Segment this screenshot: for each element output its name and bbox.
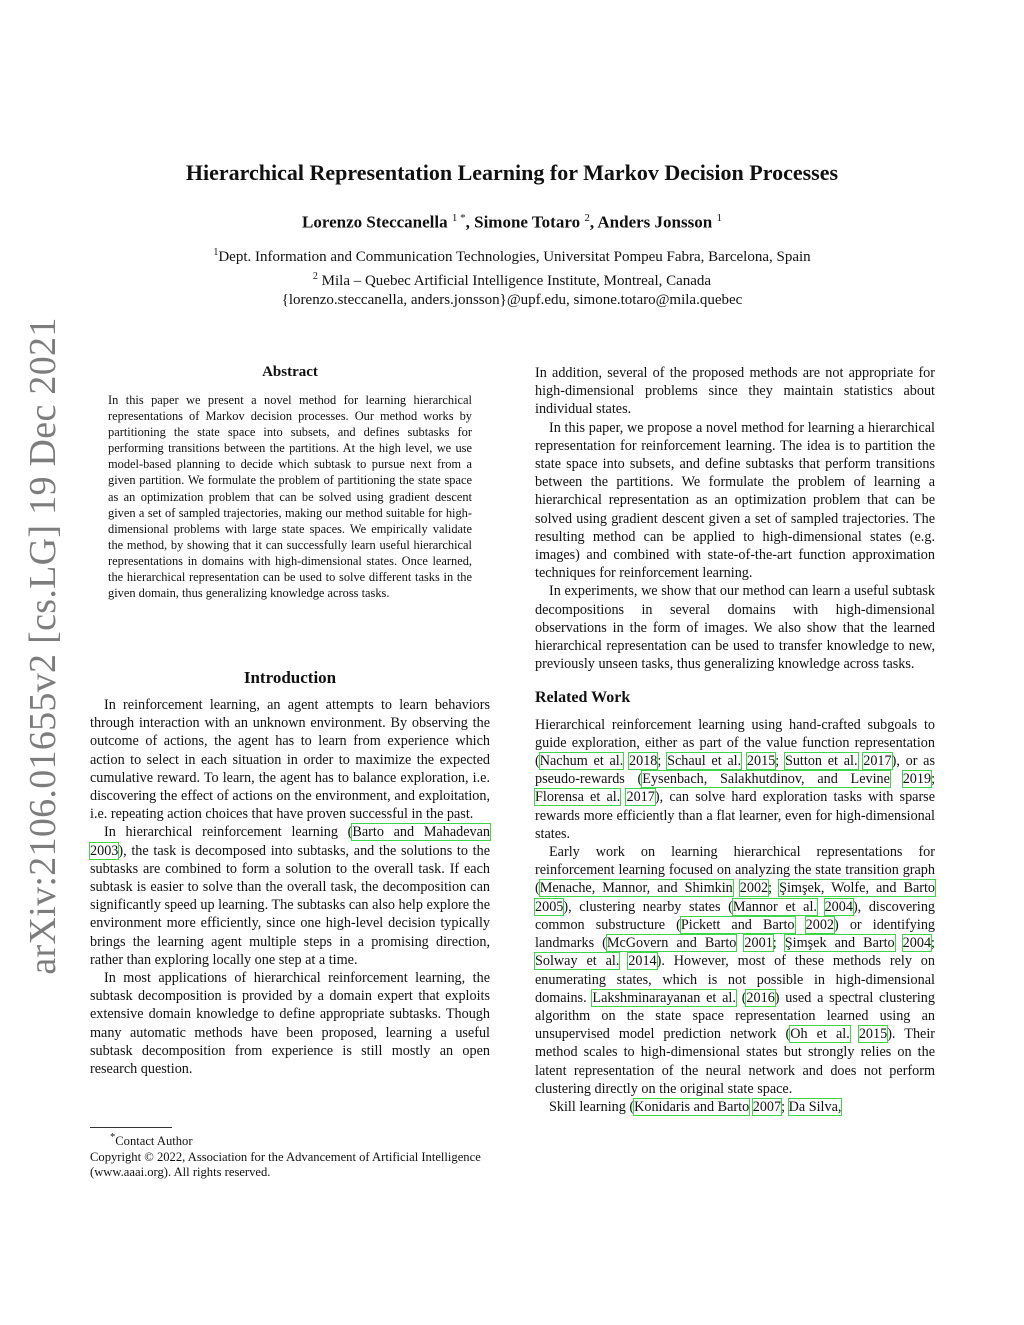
footnote-rule: [90, 1127, 172, 1128]
related-paragraph-3: Skill learning (Konidaris and Barto 2007; Da Silva,: [549, 1098, 842, 1115]
citation-year-link[interactable]: 2002: [805, 916, 835, 933]
citation-year-link[interactable]: 2014: [628, 953, 657, 970]
citation-year-link[interactable]: 2001: [744, 935, 773, 952]
footnote-marker: *: [110, 1132, 116, 1143]
author-name: Anders Jonsson: [597, 212, 713, 232]
related-paragraph-1: Hierarchical reinforcement learning using hand-crafted subgoals to guide exploration, either as part of the value function representation (Nachum et al. 2018; Schaul et al. 2015; Sutton et al. 2017), or as pseudo-rewards (Eysenbach, Salakhutdinov, and Levine 2019; Florensa et al. 2017), can solve hard exploration tasks with sparse rewards more efficiently than a flat learner, even for high-dimensional states.: [535, 716, 936, 842]
intro-paragraph-2: In hierarchical reinforcement learning (Barto and Mahadevan 2003), the task is decomposed into subtasks, and the solutions to the subtasks are combined to form a solution to the overall task. If each subtask is easier to solve than the overall task, the decomposition can significantly speed up learning. The subtasks can also help explore the environment more efficiently, since one high-level decision typically brings the learning agent multiple steps in a promising direction, rather than exploring locally one step at a time.: [90, 824, 490, 968]
author-list: Lorenzo Steccanella $^{1 *}$, Simone Totaro $^2$, Anders Jonsson $^1$: [302, 212, 722, 232]
intro-paragraph-1: In reinforcement learning, an agent attempts to learn behaviors through interaction with an unknown environment. By observing the outcome of actions, the agent has to learn from experience which action to select in each situation in order to maximize the expected cumulative reward. To learn, the agent has to balance exploration, i.e. discovering the effect of actions on the environment, and exploitation, i.e. repeating action choices that have proven successful in the past.: [90, 697, 490, 823]
related-work-heading: Related Work: [535, 689, 631, 707]
intro-paragraph-5: In this paper, we propose a novel method for learning a hierarchical representation for reinforcement learning. The idea is to partition the state space into subsets, and define subtasks that perform transitions between the partitions. We formulate the problem of learning a hierarchical representation as an optimization problem that can be solved using gradient descent given a set of sampled trajectories. The resulting method can be applied to high-dimensional states (e.g. images) and combined with state-of-the-art function approximation techniques for reinforcement learning.: [535, 419, 935, 582]
citation-year-link[interactable]: 2003: [90, 842, 119, 859]
arxiv-watermark: [14, 317, 72, 975]
citation-link[interactable]: McGovern and Barto: [606, 935, 737, 952]
citation-link[interactable]: Şimşek, Wolfe, and Barto: [779, 880, 936, 897]
citation-link[interactable]: Solway et al.: [535, 953, 620, 970]
right-column: [535, 364, 935, 1116]
affiliation-2: Mila – Quebec Artificial Intelligence Institute, Montreal, Canada: [321, 273, 712, 289]
author-affiliation-mark: 1 *: [451, 212, 466, 224]
author-name: Lorenzo Steccanella: [302, 212, 448, 232]
citation-link[interactable]: Nachum et al.: [539, 753, 624, 770]
citation-link[interactable]: Menache, Mannor, and Shimkin: [539, 880, 733, 897]
intro-paragraph-4: In addition, several of the proposed methods are not appropriate for high-dimensional problems since they maintain statistics about individual states.: [535, 365, 935, 418]
affiliation-1: Dept. Information and Communication Technologies, Universitat Pompeu Fabra, Barcelona, Spain: [218, 249, 811, 265]
citation-link[interactable]: Pickett and Barto: [680, 916, 795, 933]
citation-year-link[interactable]: 2017: [863, 753, 892, 770]
intro-paragraph-6: In experiments, we show that our method can learn a useful subtask decompositions in several domains with high-dimensional observations in the form of images. We also show that the learned hierarchical representation can be used to transfer knowledge to new, previously unseen tasks, thus generalizing knowledge across tasks.: [535, 583, 935, 673]
citation-link[interactable]: Şimşek and Barto: [784, 935, 895, 952]
citation-link[interactable]: Sutton et al.: [784, 753, 858, 770]
citation-year-link[interactable]: 2015: [746, 753, 776, 770]
contact-author-note: Contact Author: [115, 1134, 193, 1149]
citation-year-link[interactable]: 2015: [858, 1026, 888, 1043]
citation-year-link[interactable]: 2004: [902, 935, 932, 952]
citation-link[interactable]: Schaul et al.: [667, 753, 742, 770]
citation-link[interactable]: Barto and Mahadevan: [352, 824, 490, 841]
author-affiliation-mark: 1: [716, 212, 722, 224]
citation-link[interactable]: Lakshminarayanan et al.: [592, 989, 736, 1006]
citation-year-link[interactable]: 2018: [629, 753, 658, 770]
citation-link[interactable]: Mannor et al.: [732, 898, 817, 915]
abstract-text: In this paper we present a novel method for learning hierarchical representations of Markov decision processes. Our method works by partitioning the state space into subsets, and defines subtasks for performing transitions between the partitions. At the high level, we use model-based planning to decide which subtask to pursue next from a given partition. We formulate the problem of partitioning the state space as an optimization problem that can be solved using gradient descent given a set of sampled trajectories, making our method suitable for high-dimensional problems with large state spaces. We empirically validate the method, by showing that it can successfully learn useful hierarchical representations in domains with high-dimensional states. Once learned, the hierarchical representation can be used to solve different tasks in the given domain, thus generalizing knowledge across tasks.: [108, 393, 472, 601]
citation-year-link[interactable]: 2017: [626, 789, 655, 806]
citation-year-link[interactable]: 2019: [902, 771, 932, 788]
citation-year-link[interactable]: 2002: [739, 880, 769, 897]
citation-link[interactable]: Da Silva,: [788, 1098, 842, 1115]
citation-year-link[interactable]: 2005: [535, 898, 564, 915]
citation-year-link[interactable]: 2007: [752, 1098, 782, 1115]
citation-link[interactable]: Konidaris and Barto: [634, 1098, 750, 1115]
affiliations: $^1$Dept. Information and Communication Technologies, Universitat Pompeu Fabra, Barcelona, Spain $^2$ Mila – Quebec Artificial Intelligence Institute, Montreal, Canada {lorenzo.steccanella, anders.jonsson}@upf.edu, simone.totaro@mila.quebec: [0, 243, 1024, 310]
author-affiliation-mark: 2: [584, 212, 590, 224]
intro-paragraph-3: In most applications of hierarchical reinforcement learning, the subtask decomposition is provided by a domain expert that exploits extensive domain knowledge to define appropriate subtasks. Though many automatic methods have been proposed, learning a useful subtask decomposition from experience is still mostly an open research question.: [90, 970, 490, 1078]
related-paragraph-2: Early work on learning hierarchical representations for reinforcement learning focused on analyzing the state transition graph (Menache, Mannor, and Shimkin 2002; Şimşek, Wolfe, and Barto 2005), clustering nearby states (Mannor et al. 2004), discovering common substructure (Pickett and Barto 2002) or identifying landmarks (McGovern and Barto 2001; Şimşek and Barto 2004; Solway et al. 2014). However, most of these methods rely on enumerating states, which is not possible in high-dimensional domains. Lakshminarayanan et al. (2016) used a spectral clustering algorithm on the state space representation learned using an unsupervised model prediction network (Oh et al. 2015). Their method scales to high-dimensional states but strongly relies on the latent representation of the neural network and does not perform clustering directly on the original state space.: [535, 844, 936, 1097]
copyright-note: Copyright © 2022, Association for the Advancement of Artificial Intelligence (www.aaai.org). All rights reserved.: [90, 1149, 481, 1180]
author-emails: {lorenzo.steccanella, anders.jonsson}@upf.edu, simone.totaro@mila.quebec: [281, 292, 743, 308]
citation-link[interactable]: Eysenbach, Salakhutdinov, and Levine: [642, 771, 890, 788]
abstract-heading: Abstract: [262, 364, 318, 380]
left-column: [90, 696, 490, 1078]
citation-year-link[interactable]: 2004: [824, 898, 853, 915]
arxiv-id: arXiv:2106.01655v2 [cs.LG] 19 Dec 2021: [22, 317, 64, 975]
footnote: [90, 1130, 490, 1181]
citation-link[interactable]: Florensa et al.: [535, 789, 621, 806]
paper-title: Hierarchical Representation Learning for Markov Decision Processes: [185, 160, 839, 185]
author-name: Simone Totaro: [474, 212, 581, 232]
citation-link[interactable]: Oh et al.: [790, 1026, 850, 1043]
citation-year-link[interactable]: 2016: [746, 989, 775, 1006]
introduction-heading: Introduction: [243, 668, 337, 687]
